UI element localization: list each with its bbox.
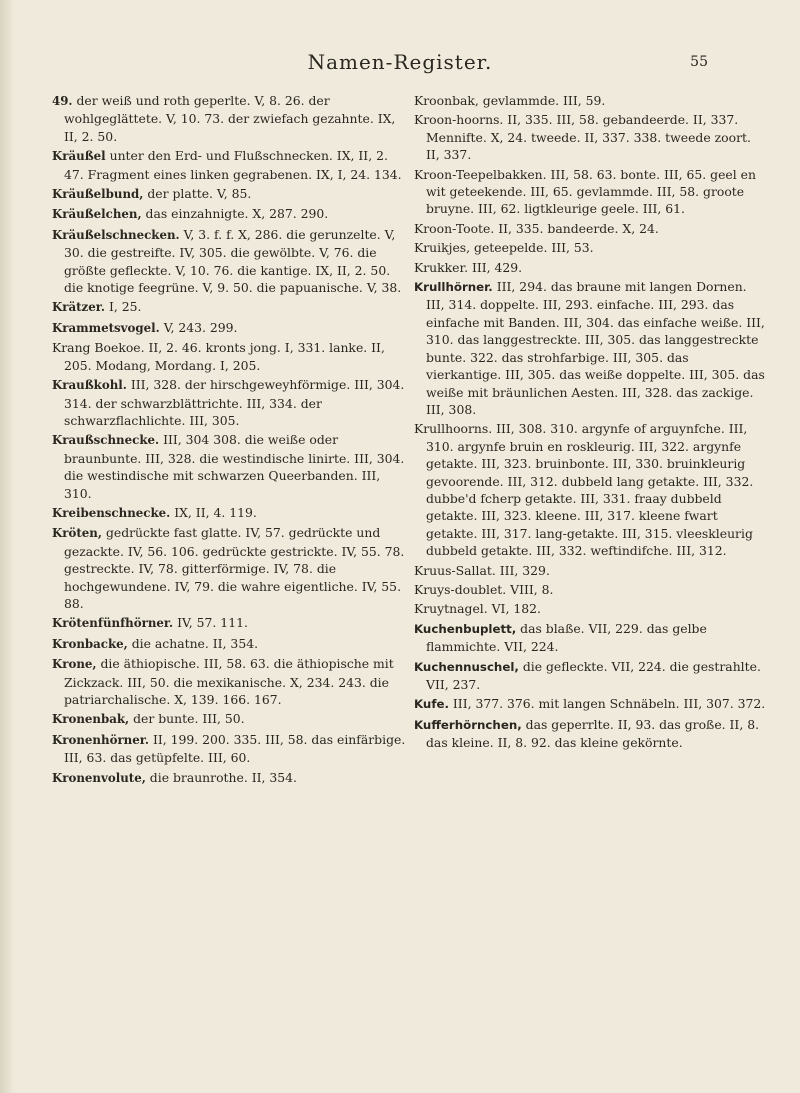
- entry-term: Kuchenbuplett,: [414, 621, 517, 636]
- entry-term: Kräußelschnecken.: [52, 227, 180, 242]
- index-entry: [52, 319, 408, 337]
- index-entry: [52, 769, 408, 787]
- entry-text: das geperrlte. II, 93. das große. II, 8. das kleine. II, 8. 92. das kleine gekörnte.: [426, 716, 760, 751]
- entry-text: gedrückte fast glatte. IV, 57. gedrückte und gezackte. IV, 56. 106. gedrückte gestrickte. IV, 55. 78. gestreckte. IV, 78. gitterförmige. IV, 78. die hochgewundene. IV, 79. die wahre eigentliche. IV, 55. 88.: [64, 525, 405, 611]
- entry-text: die braunrothe. II, 354.: [149, 769, 297, 785]
- entry-text: Kruus-Sallat. III, 329.: [414, 562, 550, 578]
- index-entry: [52, 298, 408, 316]
- index-entry: [52, 504, 408, 522]
- index-entry: [52, 376, 408, 429]
- entry-term: Kufferhörnchen,: [414, 717, 522, 732]
- index-entry: [52, 205, 408, 223]
- binding-shadow: [0, 0, 14, 1093]
- index-entry: [414, 278, 766, 418]
- entry-text: Kroon-Toote. II, 335. bandeerde. X, 24.: [414, 220, 659, 236]
- index-entry: [414, 581, 766, 598]
- entry-term: Kreibenschnecke.: [52, 505, 171, 520]
- entry-text: III, 304 308. die weiße oder braunbunte. III, 328. die westindische linirte. III, 304. die westindische mit schwarzen Queerbanden. III, 310.: [64, 432, 405, 501]
- index-entry: [414, 600, 766, 617]
- index-entry: [414, 658, 766, 694]
- entry-text: Kroon-hoorns. II, 335. III, 58. gebandeerde. II, 337. Mennifte. X, 24. tweede. II, 337. 338. tweede zoort. II, 337.: [414, 112, 751, 163]
- index-entry: [52, 731, 408, 767]
- index-entry: [52, 614, 408, 632]
- index-entry: [414, 239, 766, 256]
- index-entry: [52, 226, 408, 297]
- entry-term: Krammetsvogel.: [52, 320, 160, 335]
- entry-text: die achatne. II, 354.: [131, 635, 259, 651]
- index-entry: [414, 695, 766, 713]
- entry-term: Krätzer.: [52, 300, 106, 315]
- page-header: [0, 46, 800, 76]
- entry-text: das blaße. VII, 229. das gelbe flammichte. VII, 224.: [426, 620, 707, 655]
- index-entry: [414, 111, 766, 163]
- index-entry: [52, 524, 408, 612]
- entry-text: Kroonbak, gevlammde. III, 59.: [414, 93, 606, 108]
- index-entry: [52, 655, 408, 708]
- index-entry: [52, 710, 408, 728]
- index-entry: [52, 147, 408, 183]
- entry-text: Kruikjes, geteepelde. III, 53.: [414, 240, 594, 256]
- entry-term: Kufe.: [414, 697, 449, 712]
- entry-text: II, 199. 200. 335. III, 58. das einfärbige. III, 63. das getüpfelte. III, 60.: [64, 731, 406, 766]
- entry-text: V, 3. f. f. X, 286. die gerunzelte. V, 30. die gestreifte. IV, 305. die gewölbte. V, 76. die größte gefleckte. V, 10. 76. die kantige. IX, II, 2. 50. die knotige feegrüne. V, 9. 50. die papuanische. V, 38.: [64, 226, 402, 296]
- entry-term: Kronenvolute,: [52, 770, 146, 785]
- index-entry: [414, 716, 766, 752]
- entry-term: 49.: [52, 94, 73, 108]
- entry-term: Kronenhörner.: [52, 732, 149, 747]
- entry-text: Kruytnagel. VI, 182.: [414, 601, 541, 617]
- entry-text: III, 328. der hirschgeweyhförmige. III, 304. 314. der schwarzblättrichte. III, 334. der schwarzflachlichte. III, 305.: [64, 377, 405, 428]
- entry-text: der bunte. III, 50.: [133, 711, 245, 727]
- index-entry: [414, 562, 766, 579]
- index-entry: [414, 259, 766, 276]
- entry-text: der platte. V, 85.: [147, 186, 252, 202]
- entry-text: Krukker. III, 429.: [414, 259, 523, 275]
- index-entry: [52, 185, 408, 203]
- entry-text: Krullhoorns. III, 308. 310. argynfe of arguynfche. III, 310. argynfe bruin en roskleurig. III, 322. argynfe getakte. III, 323. bruinbonte. III, 330. bruinkleurig gevoorende. III, 312. dubbeld lang getakte. III, 332. dubbe'd fcherp getakte. III, 331. fraay dubbeld getakte. III, 323. kleene. III, 317. kleene fwart getakte. III, 317. lang-getakte. III, 315. vleeskleurig dubbeld getakte. III, 332. weftindifche. III, 312.: [414, 421, 754, 559]
- index-entry: [52, 431, 408, 502]
- index-entry: [414, 420, 766, 559]
- entry-term: Kräußelchen,: [52, 207, 142, 222]
- entry-text: Kruys-doublet. VIII, 8.: [414, 581, 554, 597]
- entry-text: der weiß und roth geperlte. V, 8. 26. der wohlgeglättete. V, 10. 73. der zwiefach gezahnte. IX, II, 2. 50.: [64, 93, 396, 144]
- page-title: Namen-Register.: [307, 50, 493, 74]
- right-column: [414, 92, 766, 1072]
- index-entry: [52, 339, 408, 374]
- entry-text: die äthiopische. III, 58. 63. die äthiopische mit Zickzack. III, 50. die mexikanische. X, 234. 243. die patriarchalische. X, 139. 166. 167.: [64, 656, 394, 707]
- entry-term: Kronbacke,: [52, 636, 128, 651]
- entry-term: Kröten,: [52, 526, 102, 541]
- left-column: [52, 92, 408, 1072]
- page-number: 55: [690, 54, 708, 70]
- entry-term: Kräußel: [52, 149, 106, 164]
- entry-text: III, 377. 376. mit langen Schnäbeln. III, 307. 372.: [452, 696, 766, 712]
- entry-text: V, 243. 299.: [163, 319, 238, 335]
- entry-term: Krötenfünfhörner.: [52, 616, 174, 631]
- index-entry: [414, 620, 766, 656]
- entry-term: Kronenbak,: [52, 712, 130, 727]
- entry-text: unter den Erd- und Flußschnecken. IX, II, 2. 47. Fragment eines linken gegrabenen. IX, I, 24. 134.: [64, 148, 402, 182]
- index-entry: [414, 220, 766, 237]
- index-entry: [52, 635, 408, 653]
- entry-text: Krang Boekoe. II, 2. 46. kronts jong. I, 331. lanke. II, 205. Modang, Mordang. I, 205.: [52, 340, 385, 373]
- entry-term: Kraußkohl.: [52, 378, 127, 393]
- entry-term: Kraußschnecke.: [52, 433, 160, 448]
- entry-term: Kuchennuschel,: [414, 659, 519, 674]
- entry-term: Krullhörner.: [414, 280, 493, 295]
- entry-term: Kräußelbund,: [52, 187, 144, 202]
- entry-text: I, 25.: [108, 299, 142, 315]
- index-entry: [414, 92, 766, 109]
- entry-term: Krone,: [52, 657, 97, 672]
- index-entry: [52, 92, 408, 145]
- entry-text: III, 294. das braune mit langen Dornen. III, 314. doppelte. III, 293. einfache. III, 293. das einfache mit Banden. III, 304. das einfache weiße. III, 310. das langgestreckte. III, 305. das langgestreckte bunte. 322. das strohfarbige. III, 305. das vierkantige. III, 305. das weiße doppelte. III, 305. das weiße mit bräunlichen Aesten. III, 328. das zackige. III, 308.: [426, 279, 765, 417]
- entry-text: IX, II, 4. 119.: [174, 504, 257, 520]
- index-entry: [414, 166, 766, 218]
- entry-text: das einzahnigte. X, 287. 290.: [145, 206, 329, 222]
- entry-text: die gefleckte. VII, 224. die gestrahlte. VII, 237.: [426, 658, 761, 692]
- entry-text: Kroon-Teepelbakken. III, 58. 63. bonte. III, 65. geel en wit geteekende. III, 65. gevlammde. III, 58. groote bruyne. III, 62. ligtkleurige geele. III, 61.: [414, 166, 756, 217]
- entry-text: IV, 57. 111.: [177, 615, 248, 631]
